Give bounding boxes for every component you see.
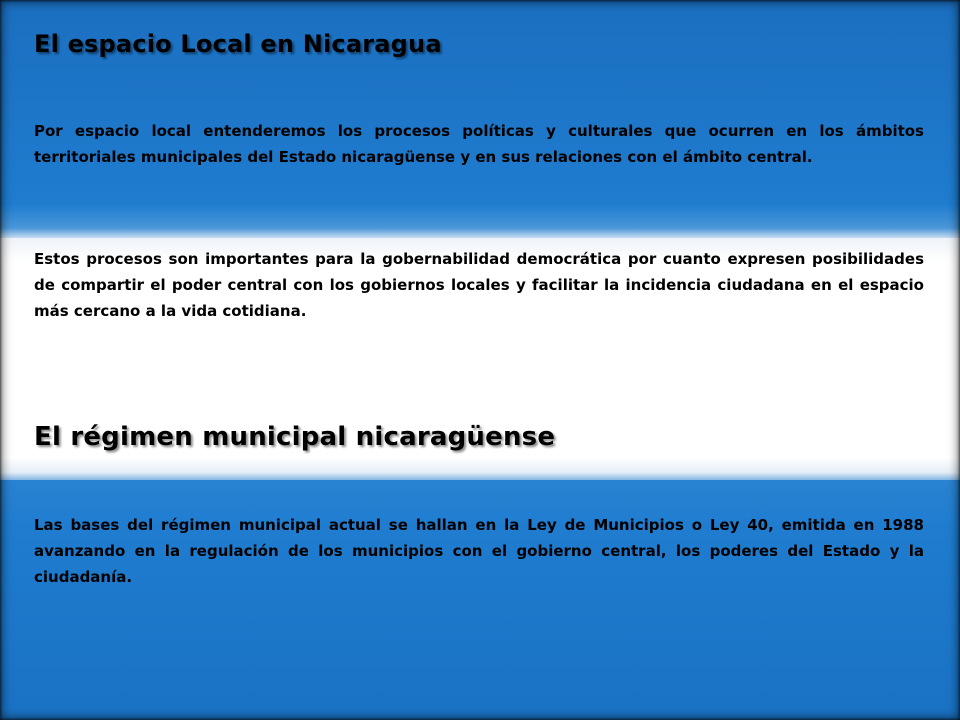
paragraph-espacio-local-definition: Por espacio local entenderemos los procesos políticas y culturales que ocurren en los ámbitos territoriales municipales del Estado nicaragüense y en sus relaciones con el ámbito central. xyxy=(34,122,924,166)
paragraph-ley-de-municipios: Las bases del régimen municipal actual se hallan en la Ley de Municipios o Ley 40, emitida en 1988 avanzando en la regulación de los municipios con el gobierno central, los poderes del Estado y la ciudadanía. xyxy=(34,516,924,586)
section-title-espacio-local: El espacio Local en Nicaragua xyxy=(34,30,442,58)
section-title-regimen-municipal: El régimen municipal nicaragüense xyxy=(34,422,556,452)
paragraph-procesos-importancia: Estos procesos son importantes para la gobernabilidad democrática por cuanto expresen posibilidades de compartir el poder central con los gobiernos locales y facilitar la incidencia ciudadana en el espacio más cercano a la vida cotidiana. xyxy=(34,250,924,320)
